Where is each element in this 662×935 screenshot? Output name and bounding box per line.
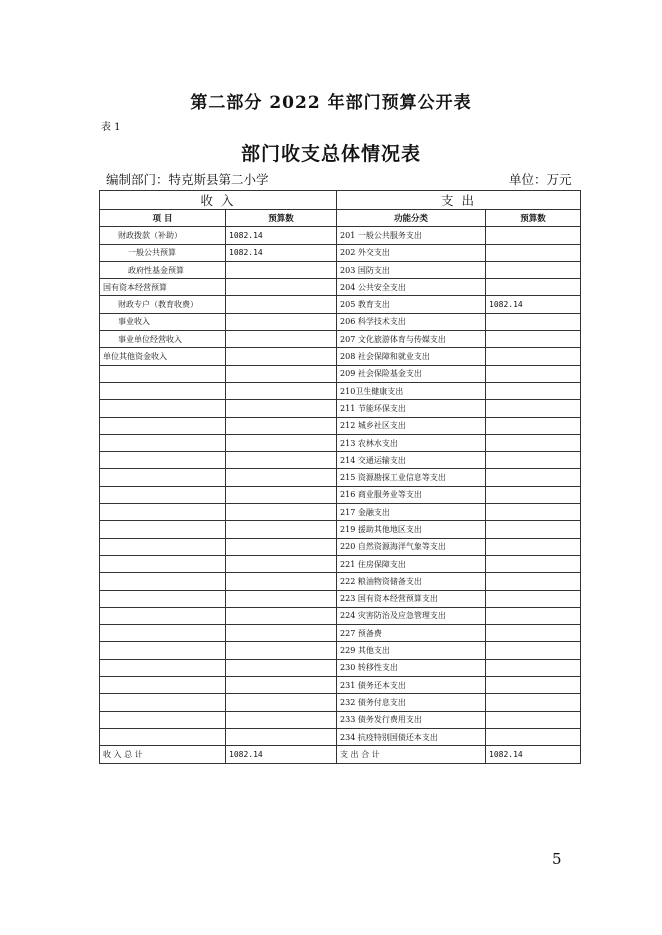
income-value-cell — [226, 331, 337, 348]
table-row — [100, 434, 581, 451]
expense-value-cell — [486, 417, 581, 434]
income-item-cell — [100, 607, 226, 624]
expense-item-cell: 229 其他支出 — [337, 642, 486, 659]
table-row — [100, 677, 581, 694]
expense-item-cell: 217 金融支出 — [337, 504, 486, 521]
table-row — [100, 296, 581, 313]
income-value-cell — [226, 452, 337, 469]
budget-summary-table — [99, 190, 581, 764]
expense-value-cell — [486, 331, 581, 348]
income-value-cell: 1082.14 — [226, 244, 337, 261]
expense-value-cell — [486, 659, 581, 676]
expense-item-cell: 219 援助其他地区支出 — [337, 521, 486, 538]
expense-value-cell — [486, 625, 581, 642]
income-value-cell — [226, 625, 337, 642]
income-item-cell: 单位其他资金收入 — [100, 348, 226, 365]
income-total-label: 收 入 总 计 — [100, 746, 226, 763]
expense-value-cell — [486, 590, 581, 607]
income-value-cell — [226, 469, 337, 486]
table-row — [100, 469, 581, 486]
table-row — [100, 486, 581, 503]
expense-item-cell: 205 教育支出 — [337, 296, 486, 313]
table-row — [100, 642, 581, 659]
income-value-cell — [226, 711, 337, 728]
section-header-row — [100, 191, 581, 210]
expense-item-cell: 204 公共安全支出 — [337, 279, 486, 296]
income-item-cell — [100, 555, 226, 572]
page-number: 5 — [552, 850, 562, 868]
expense-item-cell: 224 灾害防治及应急管理支出 — [337, 607, 486, 624]
expense-section-header: 支 出 — [337, 191, 581, 210]
income-item-cell — [100, 694, 226, 711]
expense-value-cell — [486, 728, 581, 745]
income-item-cell: 事业收入 — [100, 313, 226, 330]
expense-item-cell: 201 一般公共服务支出 — [337, 227, 486, 244]
expense-total-value: 1082.14 — [486, 746, 581, 763]
expense-total-label: 支 出 合 计 — [337, 746, 486, 763]
expense-item-cell: 223 国有资本经营预算支出 — [337, 590, 486, 607]
income-value-cell — [226, 486, 337, 503]
expense-item-cell: 232 债务付息支出 — [337, 694, 486, 711]
income-value-cell: 1082.14 — [226, 227, 337, 244]
expense-item-cell: 213 农林水支出 — [337, 434, 486, 451]
income-item-cell — [100, 590, 226, 607]
expense-item-cell: 206 科学技术支出 — [337, 313, 486, 330]
income-item-cell — [100, 625, 226, 642]
expense-item-cell: 209 社会保险基金支出 — [337, 365, 486, 382]
column-header-row — [100, 210, 581, 227]
table-row — [100, 694, 581, 711]
table-row — [100, 590, 581, 607]
expense-value-cell — [486, 573, 581, 590]
expense-value-cell — [486, 469, 581, 486]
income-item-cell — [100, 469, 226, 486]
income-value-cell — [226, 573, 337, 590]
table-row — [100, 659, 581, 676]
income-item-cell — [100, 711, 226, 728]
income-value-cell — [226, 555, 337, 572]
table-row — [100, 625, 581, 642]
expense-item-cell: 211 节能环保支出 — [337, 400, 486, 417]
income-value-cell — [226, 296, 337, 313]
expense-item-cell: 221 住房保障支出 — [337, 555, 486, 572]
table-row — [100, 538, 581, 555]
column-header-item: 项 目 — [100, 210, 226, 227]
income-value-cell — [226, 607, 337, 624]
table-body — [100, 227, 581, 746]
expense-item-cell: 203 国防支出 — [337, 261, 486, 278]
income-item-cell — [100, 365, 226, 382]
income-item-cell — [100, 659, 226, 676]
expense-item-cell: 230 转移性支出 — [337, 659, 486, 676]
income-value-cell — [226, 521, 337, 538]
income-section-header: 收 入 — [100, 191, 337, 210]
expense-value-cell — [486, 400, 581, 417]
table-title: 部门收支总体情况表 — [240, 143, 421, 165]
expense-item-cell: 214 交通运输支出 — [337, 452, 486, 469]
expense-item-cell: 227 预备费 — [337, 625, 486, 642]
table-row — [100, 607, 581, 624]
expense-value-cell: 1082.14 — [486, 296, 581, 313]
income-value-cell — [226, 677, 337, 694]
income-item-cell — [100, 642, 226, 659]
income-value-cell — [226, 434, 337, 451]
expense-value-cell — [486, 555, 581, 572]
expense-value-cell — [486, 538, 581, 555]
expense-item-cell: 207 文化旅游体育与传媒支出 — [337, 331, 486, 348]
compiling-department: 编制部门：特克斯县第二小学 — [106, 172, 269, 187]
income-value-cell — [226, 504, 337, 521]
expense-value-cell — [486, 382, 581, 399]
income-value-cell — [226, 642, 337, 659]
expense-item-cell: 216 商业服务业等支出 — [337, 486, 486, 503]
income-item-cell: 事业单位经营收入 — [100, 331, 226, 348]
table-row — [100, 711, 581, 728]
table-row — [100, 417, 581, 434]
income-item-cell — [100, 728, 226, 745]
table-row — [100, 244, 581, 261]
income-item-cell: 政府性基金预算 — [100, 261, 226, 278]
income-item-cell — [100, 677, 226, 694]
column-header-function: 功能分类 — [337, 210, 486, 227]
expense-value-cell — [486, 244, 581, 261]
income-total-value: 1082.14 — [226, 746, 337, 763]
income-item-cell — [100, 486, 226, 503]
expense-value-cell — [486, 607, 581, 624]
income-item-cell — [100, 434, 226, 451]
income-value-cell — [226, 538, 337, 555]
table-row — [100, 555, 581, 572]
expense-item-cell: 233 债务发行费用支出 — [337, 711, 486, 728]
expense-value-cell — [486, 642, 581, 659]
expense-value-cell — [486, 504, 581, 521]
part-title: 第二部分 2022 年部门预算公开表 — [190, 93, 472, 113]
income-item-cell: 国有资本经营预算 — [100, 279, 226, 296]
expense-item-cell: 222 粮油物资储备支出 — [337, 573, 486, 590]
expense-value-cell — [486, 227, 581, 244]
table-row — [100, 261, 581, 278]
expense-item-cell: 202 外交支出 — [337, 244, 486, 261]
expense-value-cell — [486, 694, 581, 711]
income-value-cell — [226, 590, 337, 607]
expense-value-cell — [486, 434, 581, 451]
expense-value-cell — [486, 521, 581, 538]
income-item-cell: 一般公共预算 — [100, 244, 226, 261]
expense-value-cell — [486, 261, 581, 278]
income-value-cell — [226, 348, 337, 365]
income-value-cell — [226, 694, 337, 711]
table-row — [100, 348, 581, 365]
table-row — [100, 452, 581, 469]
expense-value-cell — [486, 677, 581, 694]
expense-value-cell — [486, 279, 581, 296]
income-value-cell — [226, 417, 337, 434]
income-item-cell — [100, 400, 226, 417]
expense-value-cell — [486, 365, 581, 382]
expense-item-cell: 212 城乡社区支出 — [337, 417, 486, 434]
income-value-cell — [226, 261, 337, 278]
table-row — [100, 313, 581, 330]
income-item-cell: 财政专户（教育收费） — [100, 296, 226, 313]
unit-label: 单位：万元 — [509, 172, 572, 187]
expense-value-cell — [486, 348, 581, 365]
column-header-budget2: 预算数 — [486, 210, 581, 227]
expense-item-cell: 208 社会保障和就业支出 — [337, 348, 486, 365]
table-row — [100, 365, 581, 382]
table-row — [100, 573, 581, 590]
table-row — [100, 331, 581, 348]
income-value-cell — [226, 400, 337, 417]
income-item-cell — [100, 521, 226, 538]
table-row — [100, 521, 581, 538]
expense-value-cell — [486, 452, 581, 469]
income-item-cell: 财政拨款（补助） — [100, 227, 226, 244]
column-header-budget: 预算数 — [226, 210, 337, 227]
expense-value-cell — [486, 711, 581, 728]
income-value-cell — [226, 313, 337, 330]
table-number: 表 1 — [101, 122, 121, 133]
income-value-cell — [226, 279, 337, 296]
income-value-cell — [226, 659, 337, 676]
income-item-cell — [100, 573, 226, 590]
expense-item-cell: 210卫生健康支出 — [337, 382, 486, 399]
table-row — [100, 279, 581, 296]
table-row — [100, 728, 581, 745]
income-item-cell — [100, 417, 226, 434]
totals-row — [100, 746, 581, 763]
table-row — [100, 400, 581, 417]
income-value-cell — [226, 382, 337, 399]
expense-item-cell: 231 债务还本支出 — [337, 677, 486, 694]
income-item-cell — [100, 538, 226, 555]
expense-value-cell — [486, 486, 581, 503]
income-value-cell — [226, 365, 337, 382]
income-item-cell — [100, 504, 226, 521]
expense-value-cell — [486, 313, 581, 330]
table-row — [100, 227, 581, 244]
expense-item-cell: 220 自然资源海洋气象等支出 — [337, 538, 486, 555]
income-item-cell — [100, 382, 226, 399]
income-value-cell — [226, 728, 337, 745]
table-row — [100, 382, 581, 399]
expense-item-cell: 234 抗疫特别国债还本支出 — [337, 728, 486, 745]
expense-item-cell: 215 资源勘探工业信息等支出 — [337, 469, 486, 486]
table-row — [100, 504, 581, 521]
income-item-cell — [100, 452, 226, 469]
